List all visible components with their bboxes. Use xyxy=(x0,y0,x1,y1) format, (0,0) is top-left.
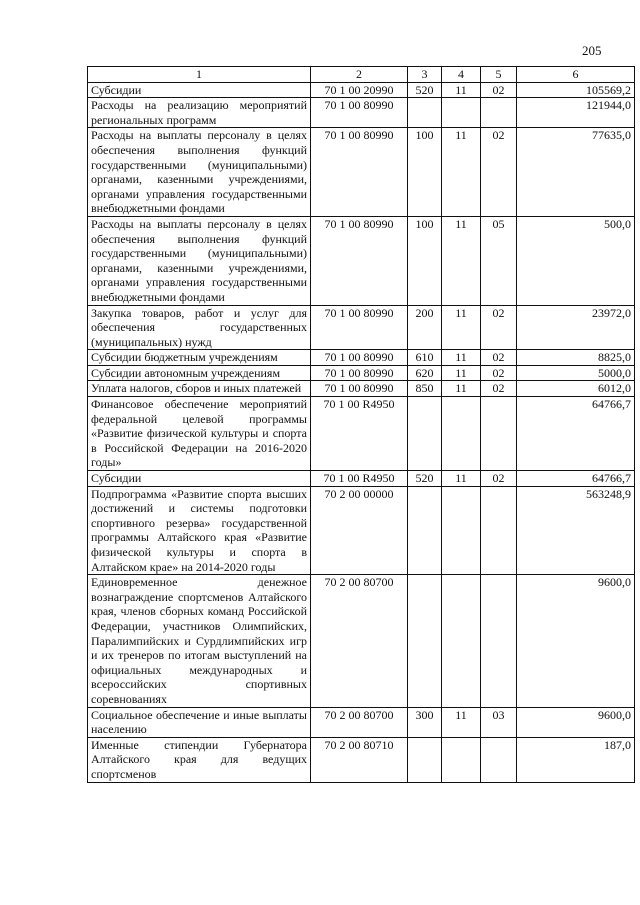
table-row xyxy=(88,707,635,737)
row-section-cell xyxy=(442,575,481,707)
row-name-cell: Уплата налогов, сборов и иных платежей xyxy=(88,381,311,397)
row-subsection-cell xyxy=(481,397,517,471)
row-name-cell: Именные стипендии Губернатора Алтайского края для ведущих спортсменов xyxy=(88,737,311,782)
row-subsection-cell: 02 xyxy=(481,381,517,397)
row-section-cell: 11 xyxy=(442,365,481,381)
row-section-cell: 11 xyxy=(442,305,481,350)
table-row xyxy=(88,216,635,305)
row-expense-type-cell: 850 xyxy=(408,381,442,397)
row-expense-type-cell: 520 xyxy=(408,82,442,98)
row-name-cell: Единовременное денежное вознаграждение спортсменов Алтайского края, членов сборных команд Российской Федерации, участников Олимпийских, Паралимпийских и Сурдлимпийских игр и их тренеров по итогам выступлений на официальных международных и всероссийских спортивных соревнованиях xyxy=(88,575,311,707)
row-section-cell xyxy=(442,397,481,471)
row-subsection-cell xyxy=(481,575,517,707)
row-expense-type-cell: 620 xyxy=(408,365,442,381)
row-subsection-cell xyxy=(481,98,517,128)
row-code-cell: 70 2 00 80700 xyxy=(311,707,408,737)
row-name-cell: Расходы на реализацию мероприятий региональных программ xyxy=(88,98,311,128)
row-subsection-cell: 02 xyxy=(481,305,517,350)
header-cell-3: 3 xyxy=(408,67,442,83)
row-subsection-cell: 02 xyxy=(481,128,517,217)
row-expense-type-cell xyxy=(408,98,442,128)
row-section-cell: 11 xyxy=(442,471,481,487)
row-subsection-cell: 02 xyxy=(481,350,517,366)
row-amount-cell: 105569,2 xyxy=(517,82,635,98)
row-subsection-cell xyxy=(481,486,517,575)
header-cell-2: 2 xyxy=(311,67,408,83)
row-code-cell: 70 2 00 80700 xyxy=(311,575,408,707)
row-expense-type-cell xyxy=(408,397,442,471)
row-subsection-cell: 02 xyxy=(481,365,517,381)
row-section-cell xyxy=(442,98,481,128)
table-row xyxy=(88,397,635,471)
row-name-cell: Субсидии xyxy=(88,82,311,98)
row-amount-cell: 8825,0 xyxy=(517,350,635,366)
row-code-cell: 70 2 00 80710 xyxy=(311,737,408,782)
row-name-cell: Финансовое обеспечение мероприятий федеральной целевой программы «Развитие физической культуры и спорта в Российской Федерации на 2016-2020 годы» xyxy=(88,397,311,471)
row-amount-cell: 64766,7 xyxy=(517,471,635,487)
row-name-cell: Расходы на выплаты персоналу в целях обеспечения выполнения функций государственными (муниципальными) органами, казенными учреждениями, органами управления государственными внебюджетными фондами xyxy=(88,216,311,305)
header-cell-1: 1 xyxy=(88,67,311,83)
row-amount-cell: 9600,0 xyxy=(517,707,635,737)
table-row xyxy=(88,98,635,128)
row-name-cell: Подпрограмма «Развитие спорта высших достижений и системы подготовки спортивного резерва» государственной программы Алтайского края «Развитие физической культуры и спорта в Алтайском крае» на 2014-2020 годы xyxy=(88,486,311,575)
row-code-cell: 70 1 00 80990 xyxy=(311,365,408,381)
row-amount-cell: 121944,0 xyxy=(517,98,635,128)
row-name-cell: Закупка товаров, работ и услуг для обеспечения государственных (муниципальных) нужд xyxy=(88,305,311,350)
row-amount-cell: 64766,7 xyxy=(517,397,635,471)
row-amount-cell: 6012,0 xyxy=(517,381,635,397)
header-cell-5: 5 xyxy=(481,67,517,83)
table-row xyxy=(88,381,635,397)
row-code-cell: 70 1 00 80990 xyxy=(311,98,408,128)
row-name-cell: Субсидии xyxy=(88,471,311,487)
table-row xyxy=(88,350,635,366)
row-subsection-cell: 02 xyxy=(481,471,517,487)
row-code-cell: 70 1 00 80990 xyxy=(311,128,408,217)
row-section-cell xyxy=(442,486,481,575)
row-expense-type-cell: 200 xyxy=(408,305,442,350)
row-code-cell: 70 1 00 80990 xyxy=(311,381,408,397)
header-cell-6: 6 xyxy=(517,67,635,83)
table-row xyxy=(88,128,635,217)
row-code-cell: 70 1 00 80990 xyxy=(311,305,408,350)
row-amount-cell: 9600,0 xyxy=(517,575,635,707)
table-row xyxy=(88,82,635,98)
row-subsection-cell: 02 xyxy=(481,82,517,98)
row-expense-type-cell: 610 xyxy=(408,350,442,366)
header-cell-4: 4 xyxy=(442,67,481,83)
row-section-cell: 11 xyxy=(442,216,481,305)
budget-table-body xyxy=(88,67,635,783)
header-row xyxy=(88,67,635,83)
row-amount-cell: 563248,9 xyxy=(517,486,635,575)
row-code-cell: 70 1 00 R4950 xyxy=(311,397,408,471)
row-expense-type-cell xyxy=(408,575,442,707)
row-name-cell: Субсидии бюджетным учреждениям xyxy=(88,350,311,366)
row-code-cell: 70 1 00 R4950 xyxy=(311,471,408,487)
row-code-cell: 70 1 00 80990 xyxy=(311,350,408,366)
row-expense-type-cell xyxy=(408,737,442,782)
row-section-cell: 11 xyxy=(442,381,481,397)
row-amount-cell: 187,0 xyxy=(517,737,635,782)
row-name-cell: Расходы на выплаты персоналу в целях обеспечения выполнения функций государственными (муниципальными) органами, казенными учреждениями, органами управления государственными внебюджетными фондами xyxy=(88,128,311,217)
row-amount-cell: 500,0 xyxy=(517,216,635,305)
row-section-cell: 11 xyxy=(442,350,481,366)
row-amount-cell: 77635,0 xyxy=(517,128,635,217)
table-row xyxy=(88,365,635,381)
table-row xyxy=(88,471,635,487)
row-code-cell: 70 1 00 20990 xyxy=(311,82,408,98)
row-name-cell: Социальное обеспечение и иные выплаты населению xyxy=(88,707,311,737)
row-subsection-cell xyxy=(481,737,517,782)
row-expense-type-cell: 100 xyxy=(408,216,442,305)
row-amount-cell: 5000,0 xyxy=(517,365,635,381)
budget-table xyxy=(87,66,635,783)
row-section-cell xyxy=(442,737,481,782)
table-row xyxy=(88,305,635,350)
table-row xyxy=(88,737,635,782)
row-section-cell: 11 xyxy=(442,128,481,217)
row-code-cell: 70 2 00 00000 xyxy=(311,486,408,575)
row-subsection-cell: 05 xyxy=(481,216,517,305)
row-code-cell: 70 1 00 80990 xyxy=(311,216,408,305)
row-section-cell: 11 xyxy=(442,707,481,737)
row-expense-type-cell: 300 xyxy=(408,707,442,737)
table-row xyxy=(88,575,635,707)
page-number: 205 xyxy=(582,43,602,58)
row-section-cell: 11 xyxy=(442,82,481,98)
row-amount-cell: 23972,0 xyxy=(517,305,635,350)
row-expense-type-cell xyxy=(408,486,442,575)
row-expense-type-cell: 520 xyxy=(408,471,442,487)
row-subsection-cell: 03 xyxy=(481,707,517,737)
table-row xyxy=(88,486,635,575)
row-name-cell: Субсидии автономным учреждениям xyxy=(88,365,311,381)
row-expense-type-cell: 100 xyxy=(408,128,442,217)
